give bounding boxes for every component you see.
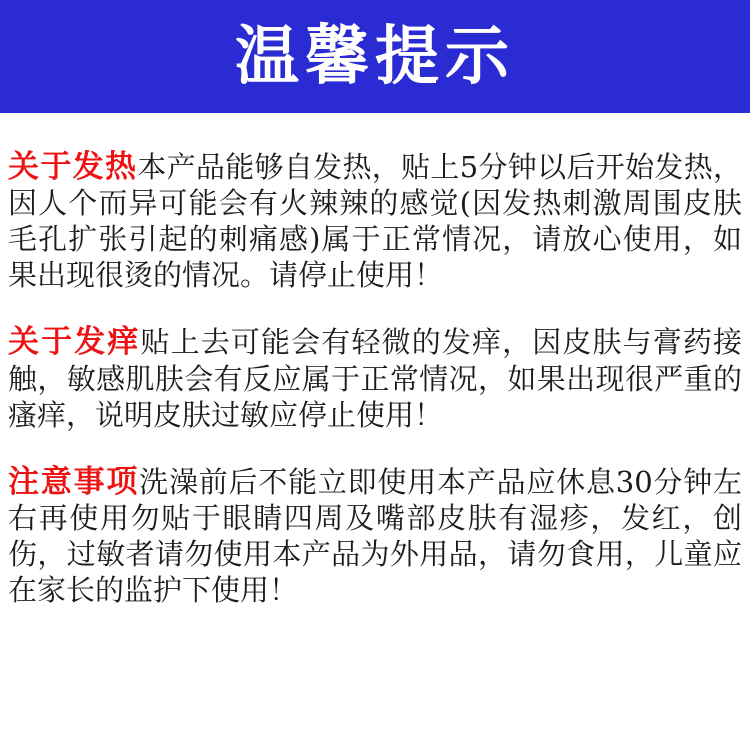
notice-section-heat [8, 148, 742, 294]
notice-content [0, 113, 750, 609]
notice-paragraph [8, 463, 742, 609]
section-heading-cautions: 注意事项 [8, 463, 140, 500]
page-title: 温馨提示 [235, 18, 515, 94]
notice-section-itch [8, 323, 742, 433]
section-heading-itch: 关于发痒 [8, 324, 141, 361]
section-heading-heat: 关于发热 [8, 149, 138, 185]
notice-paragraph [8, 148, 742, 294]
section-body-cautions: 洗澡前后不能立即使用本产品应休息30分钟左右再使用勿贴于眼睛四周及嘴部皮肤有湿疹，发红，创伤，过敏者请勿使用本产品为外用品，请勿食用，儿童应在家长的监护下使用！ [8, 464, 743, 607]
notice-paragraph [8, 323, 742, 433]
section-body-heat: 本产品能够自发热，贴上5分钟以后开始发热，因人个而异可能会有火辣辣的感觉(因发热刺激周围皮肤毛孔扩张引起的刺痛感)属于正常情况，请放心使用，如果出现很烫的情况。请停止使用！ [8, 150, 743, 293]
title-banner [0, 0, 750, 113]
notice-section-cautions [8, 463, 742, 609]
section-body-itch: 贴上去可能会有轻微的发痒，因皮肤与膏药接触，敏感肌肤会有反应属于正常情况，如果出现很严重的瘙痒，说明皮肤过敏应停止使用！ [8, 325, 742, 432]
